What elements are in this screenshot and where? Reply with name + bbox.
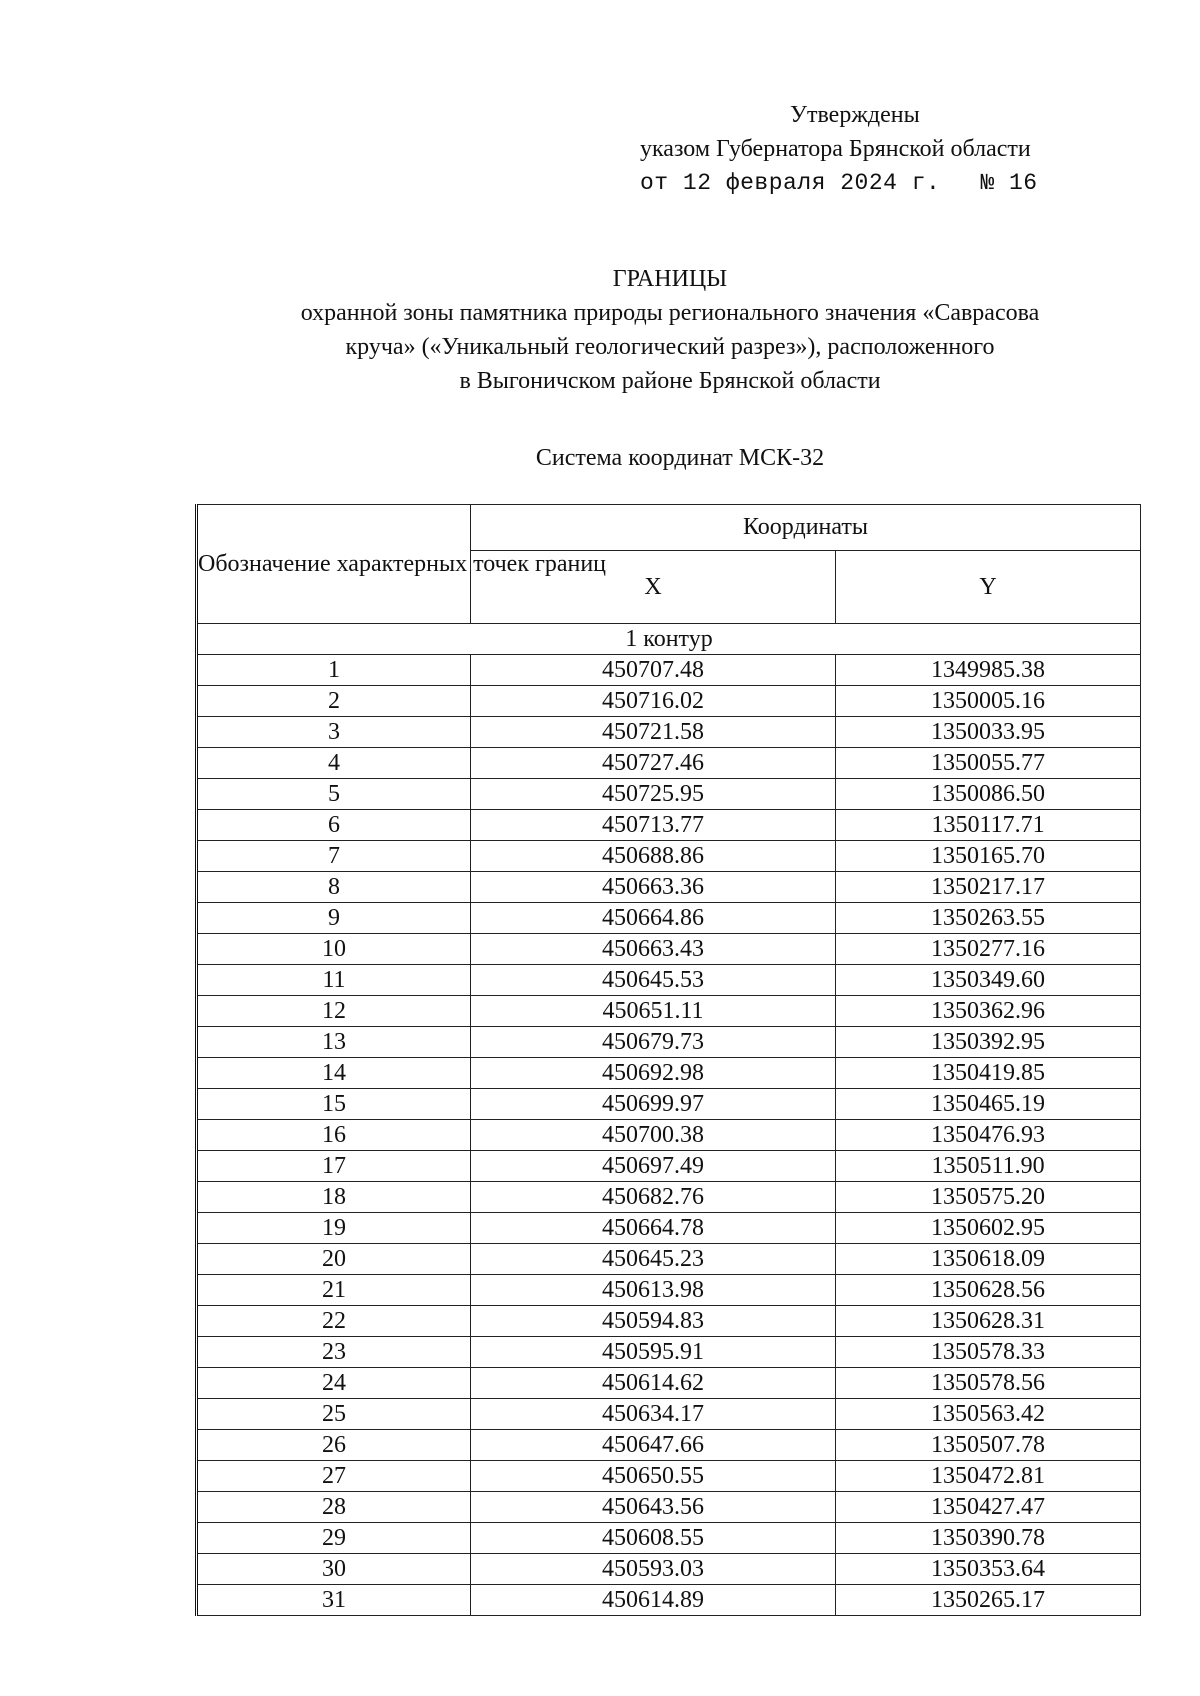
- table-row: [197, 996, 1141, 1027]
- x-coordinate: 450613.98: [471, 1275, 836, 1306]
- header-x: X: [471, 551, 836, 624]
- point-number: 8: [197, 872, 471, 903]
- table-row: [197, 1430, 1141, 1461]
- approval-line-approved: Утверждены: [790, 102, 920, 128]
- x-coordinate: 450595.91: [471, 1337, 836, 1368]
- table-row: [197, 1244, 1141, 1275]
- point-number: 31: [197, 1585, 471, 1616]
- x-coordinate: 450697.49: [471, 1151, 836, 1182]
- approval-line-date: [640, 166, 1120, 200]
- table-row: [197, 841, 1141, 872]
- approval-date: от 12 февраля 2024 г.: [640, 170, 941, 196]
- y-coordinate: 1350390.78: [836, 1523, 1141, 1554]
- header-y: Y: [836, 551, 1141, 624]
- table-row: [197, 1461, 1141, 1492]
- x-coordinate: 450608.55: [471, 1523, 836, 1554]
- y-coordinate: 1350117.71: [836, 810, 1141, 841]
- header-point-designation: Обозначение характерных точек границ: [197, 505, 471, 624]
- x-coordinate: 450721.58: [471, 717, 836, 748]
- table-row: [197, 1058, 1141, 1089]
- point-number: 16: [197, 1120, 471, 1151]
- document-title: [200, 262, 1140, 398]
- point-number: 17: [197, 1151, 471, 1182]
- point-number: 13: [197, 1027, 471, 1058]
- table-row: [197, 872, 1141, 903]
- y-coordinate: 1350353.64: [836, 1554, 1141, 1585]
- table-row: [197, 1523, 1141, 1554]
- y-coordinate: 1350628.56: [836, 1275, 1141, 1306]
- y-coordinate: 1350465.19: [836, 1089, 1141, 1120]
- table-row: [197, 1399, 1141, 1430]
- x-coordinate: 450664.78: [471, 1213, 836, 1244]
- table-row: [197, 810, 1141, 841]
- point-number: 26: [197, 1430, 471, 1461]
- point-number: 1: [197, 655, 471, 686]
- x-coordinate: 450664.86: [471, 903, 836, 934]
- y-coordinate: 1350472.81: [836, 1461, 1141, 1492]
- y-coordinate: 1350165.70: [836, 841, 1141, 872]
- x-coordinate: 450651.11: [471, 996, 836, 1027]
- table-row: [197, 1151, 1141, 1182]
- x-coordinate: 450593.03: [471, 1554, 836, 1585]
- table-row: [197, 1120, 1141, 1151]
- point-number: 11: [197, 965, 471, 996]
- table-row: [197, 717, 1141, 748]
- x-coordinate: 450699.97: [471, 1089, 836, 1120]
- y-coordinate: 1350086.50: [836, 779, 1141, 810]
- x-coordinate: 450643.56: [471, 1492, 836, 1523]
- table-row: [197, 779, 1141, 810]
- y-coordinate: 1350392.95: [836, 1027, 1141, 1058]
- y-coordinate: 1350511.90: [836, 1151, 1141, 1182]
- point-number: 9: [197, 903, 471, 934]
- title-line-3: в Выгоничском районе Брянской области: [459, 368, 881, 394]
- y-coordinate: 1350563.42: [836, 1399, 1141, 1430]
- y-coordinate: 1350628.31: [836, 1306, 1141, 1337]
- table-row: [197, 1337, 1141, 1368]
- contour-label: 1 контур: [197, 624, 1141, 655]
- x-coordinate: 450727.46: [471, 748, 836, 779]
- y-coordinate: 1350263.55: [836, 903, 1141, 934]
- table-row: [197, 1368, 1141, 1399]
- point-number: 5: [197, 779, 471, 810]
- x-coordinate: 450725.95: [471, 779, 836, 810]
- table-row: [197, 748, 1141, 779]
- x-coordinate: 450700.38: [471, 1120, 836, 1151]
- x-coordinate: 450682.76: [471, 1182, 836, 1213]
- x-coordinate: 450647.66: [471, 1430, 836, 1461]
- y-coordinate: 1349985.38: [836, 655, 1141, 686]
- table-row: [197, 686, 1141, 717]
- y-coordinate: 1350476.93: [836, 1120, 1141, 1151]
- table-row: [197, 1585, 1141, 1616]
- table-row: [197, 1089, 1141, 1120]
- x-coordinate: 450688.86: [471, 841, 836, 872]
- point-number: 2: [197, 686, 471, 717]
- table-row: [197, 965, 1141, 996]
- point-number: 28: [197, 1492, 471, 1523]
- table-row: [197, 903, 1141, 934]
- point-number: 4: [197, 748, 471, 779]
- y-coordinate: 1350033.95: [836, 717, 1141, 748]
- point-number: 29: [197, 1523, 471, 1554]
- table-row: [197, 1027, 1141, 1058]
- y-coordinate: 1350427.47: [836, 1492, 1141, 1523]
- approval-number: № 16: [980, 170, 1038, 196]
- table-row: [197, 934, 1141, 965]
- y-coordinate: 1350602.95: [836, 1213, 1141, 1244]
- title-line-2: круча» («Уникальный геологический разрез»), расположенного: [345, 334, 995, 360]
- table-row: [197, 1306, 1141, 1337]
- point-number: 6: [197, 810, 471, 841]
- y-coordinate: 1350349.60: [836, 965, 1141, 996]
- point-number: 7: [197, 841, 471, 872]
- x-coordinate: 450707.48: [471, 655, 836, 686]
- y-coordinate: 1350618.09: [836, 1244, 1141, 1275]
- y-coordinate: 1350277.16: [836, 934, 1141, 965]
- point-number: 21: [197, 1275, 471, 1306]
- point-number: 19: [197, 1213, 471, 1244]
- table-row: [197, 1275, 1141, 1306]
- x-coordinate: 450663.43: [471, 934, 836, 965]
- x-coordinate: 450663.36: [471, 872, 836, 903]
- title-line-1: охранной зоны памятника природы регионального значения «Саврасова: [300, 300, 1040, 326]
- y-coordinate: 1350578.33: [836, 1337, 1141, 1368]
- table-row: [197, 655, 1141, 686]
- point-number: 3: [197, 717, 471, 748]
- x-coordinate: 450650.55: [471, 1461, 836, 1492]
- y-coordinate: 1350217.17: [836, 872, 1141, 903]
- table-row: [197, 1554, 1141, 1585]
- point-number: 18: [197, 1182, 471, 1213]
- header-coordinates: Координаты: [471, 505, 1141, 551]
- coordinate-system-label: Система координат МСК-32: [535, 445, 825, 471]
- point-number: 14: [197, 1058, 471, 1089]
- x-coordinate: 450645.53: [471, 965, 836, 996]
- x-coordinate: 450716.02: [471, 686, 836, 717]
- x-coordinate: 450614.89: [471, 1585, 836, 1616]
- y-coordinate: 1350578.56: [836, 1368, 1141, 1399]
- point-number: 25: [197, 1399, 471, 1430]
- x-coordinate: 450692.98: [471, 1058, 836, 1089]
- y-coordinate: 1350265.17: [836, 1585, 1141, 1616]
- y-coordinate: 1350055.77: [836, 748, 1141, 779]
- x-coordinate: 450645.23: [471, 1244, 836, 1275]
- x-coordinate: 450614.62: [471, 1368, 836, 1399]
- y-coordinate: 1350507.78: [836, 1430, 1141, 1461]
- point-number: 20: [197, 1244, 471, 1275]
- approval-block: [640, 98, 1120, 200]
- point-number: 27: [197, 1461, 471, 1492]
- x-coordinate: 450634.17: [471, 1399, 836, 1430]
- x-coordinate: 450594.83: [471, 1306, 836, 1337]
- point-number: 15: [197, 1089, 471, 1120]
- x-coordinate: 450679.73: [471, 1027, 836, 1058]
- point-number: 10: [197, 934, 471, 965]
- point-number: 12: [197, 996, 471, 1027]
- table-row: [197, 1213, 1141, 1244]
- point-number: 22: [197, 1306, 471, 1337]
- y-coordinate: 1350005.16: [836, 686, 1141, 717]
- y-coordinate: 1350419.85: [836, 1058, 1141, 1089]
- approval-line-decree: указом Губернатора Брянской области: [640, 136, 1031, 162]
- point-number: 30: [197, 1554, 471, 1585]
- point-number: 24: [197, 1368, 471, 1399]
- coordinates-table: [195, 504, 1141, 1616]
- table-row: [197, 1182, 1141, 1213]
- point-number: 23: [197, 1337, 471, 1368]
- title-heading: ГРАНИЦЫ: [612, 266, 728, 292]
- x-coordinate: 450713.77: [471, 810, 836, 841]
- table-row: [197, 1492, 1141, 1523]
- y-coordinate: 1350575.20: [836, 1182, 1141, 1213]
- y-coordinate: 1350362.96: [836, 996, 1141, 1027]
